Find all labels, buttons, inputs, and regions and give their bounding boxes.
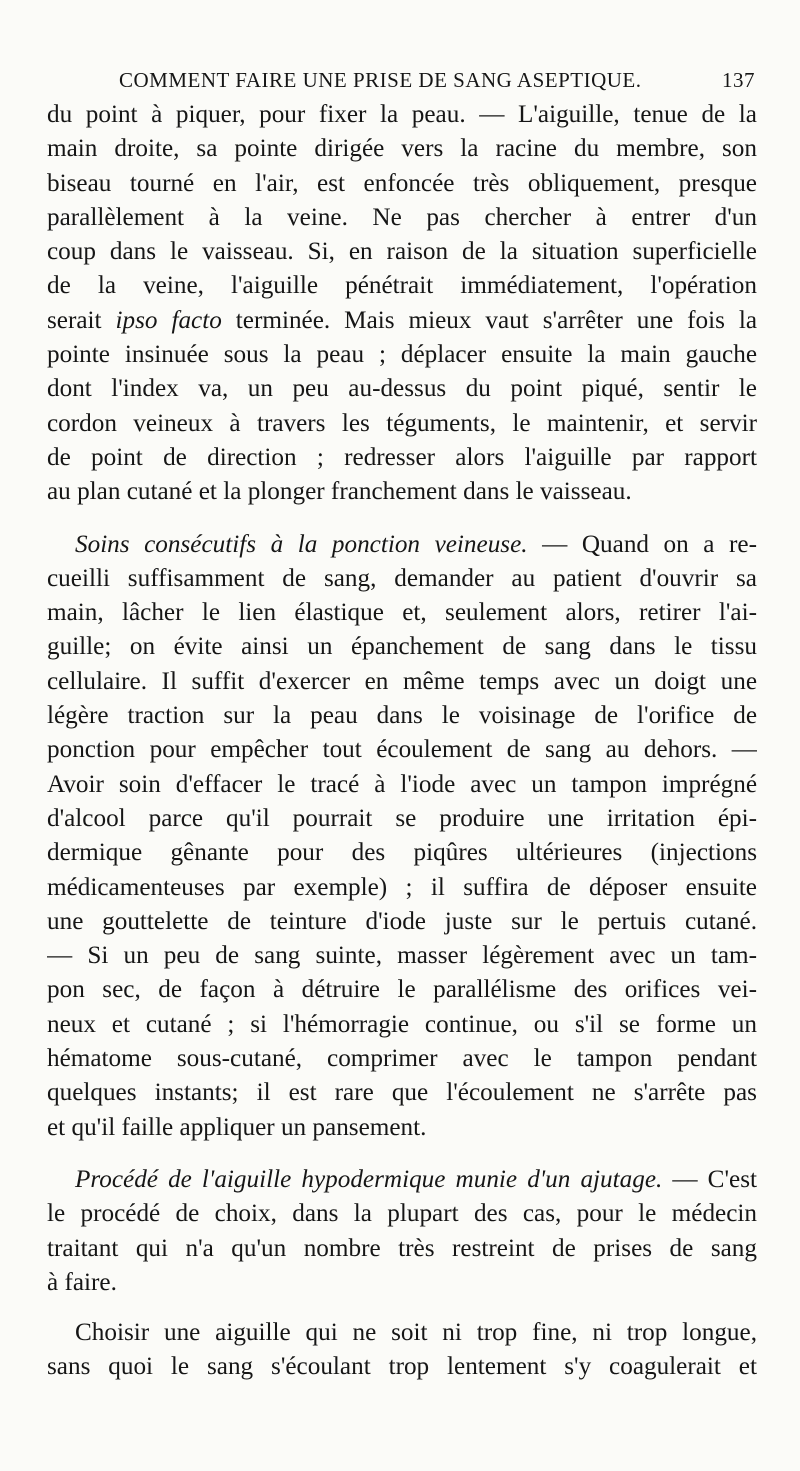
text-line: ponction pour empêcher tout écoulement de sang au dehors. — <box>47 736 757 764</box>
page-number: 137 <box>722 68 755 92</box>
text-line: légère traction sur la peau dans le voisinage de l'orifice de <box>47 702 757 730</box>
text-line: à faire. <box>47 1268 117 1296</box>
text-line: main droite, sa pointe dirigée vers la racine du membre, son <box>47 135 757 163</box>
text-line: — Si un peu de sang suinte, masser légèrement avec un tam- <box>47 942 757 970</box>
page <box>47 58 757 1385</box>
running-title: COMMENT FAIRE UNE PRISE DE SANG ASEPTIQUE. <box>119 68 642 92</box>
text-line: médicamenteuses par exemple) ; il suffira de déposer ensuite <box>47 873 757 901</box>
text-line: le procédé de choix, dans la plupart des cas, pour le médecin <box>47 1200 757 1228</box>
text-line: cordon veineux à travers les téguments, le maintenir, et servir <box>47 409 757 437</box>
text-line: du point à piquer, pour fixer la peau. — L'aiguille, tenue de la <box>47 101 757 128</box>
text-line: dont l'index va, un peu au-dessus du point piqué, sentir le <box>47 375 757 403</box>
paragraph-2 <box>47 528 757 1145</box>
text-line: traitant qui n'a qu'un nombre très restreint de prises de sang <box>47 1234 757 1262</box>
text-line: neux et cutané ; si l'hémorragie continue, ou s'il se forme un <box>47 1010 757 1038</box>
text-line: pon sec, de façon à détruire le parallélisme des orifices vei- <box>47 976 757 1004</box>
paragraph-3 <box>47 1163 757 1300</box>
text-line: quelques instants; il est rare que l'écoulement ne s'arrête pas <box>47 1079 757 1107</box>
text-line: une gouttelette de teinture d'iode juste sur le pertuis cutané. <box>47 907 757 935</box>
paragraph-4 <box>47 1316 757 1385</box>
text-line: Procédé de l'aiguille hypodermique munie d'un ajutage. — C'est <box>75 1165 757 1193</box>
text-line: coup dans le vaisseau. Si, en raison de la situation superficielle <box>47 238 757 266</box>
section-heading: Soins consécutifs à la ponction veineuse. <box>75 530 528 558</box>
text-line: cueilli suffisamment de sang, demander au patient d'ouvrir sa <box>47 564 757 592</box>
text-line: cellulaire. Il suffit d'exercer en même temps avec un doigt une <box>47 667 757 695</box>
text-line: d'alcool parce qu'il pourrait se produire une irritation épi- <box>47 804 757 832</box>
text-line: parallèlement à la veine. Ne pas chercher à entrer d'un <box>47 203 757 231</box>
text-line: de point de direction ; redresser alors l'aiguille par rapport <box>47 443 757 471</box>
text-line: dermique gênante pour des piqûres ultérieures (injections <box>47 839 757 867</box>
text-line: serait ipso facto terminée. Mais mieux vaut s'arrêter une fois la <box>47 306 757 334</box>
text-line: sans quoi le sang s'écoulant trop lentement s'y coagulerait et <box>47 1353 757 1381</box>
text-line: main, lâcher le lien élastique et, seulement alors, retirer l'ai- <box>47 599 757 627</box>
paragraph-1 <box>47 98 757 510</box>
text-line: au plan cutané et la plonger franchement dans le vaisseau. <box>47 478 632 506</box>
text-line: et qu'il faille appliquer un pansement. <box>47 1113 427 1141</box>
text-line: hématome sous-cutané, comprimer avec le tampon pendant <box>47 1045 757 1073</box>
text-line: Choisir une aiguille qui ne soit ni trop fine, ni trop longue, <box>75 1319 757 1347</box>
running-header <box>47 58 757 98</box>
text-line: Soins consécutifs à la ponction veineuse. — Quand on a re- <box>75 530 757 558</box>
section-heading: Procédé de l'aiguille hypodermique munie d'un ajutage. <box>75 1165 663 1193</box>
text-line: pointe insinuée sous la peau ; déplacer ensuite la main gauche <box>47 341 757 369</box>
text-line: de la veine, l'aiguille pénétrait immédiatement, l'opération <box>47 272 757 300</box>
text-line: Avoir soin d'effacer le tracé à l'iode avec un tampon imprégné <box>47 770 757 798</box>
text-line: biseau tourné en l'air, est enfoncée très obliquement, presque <box>47 169 757 197</box>
text-line: guille; on évite ainsi un épanchement de sang dans le tissu <box>47 633 757 661</box>
